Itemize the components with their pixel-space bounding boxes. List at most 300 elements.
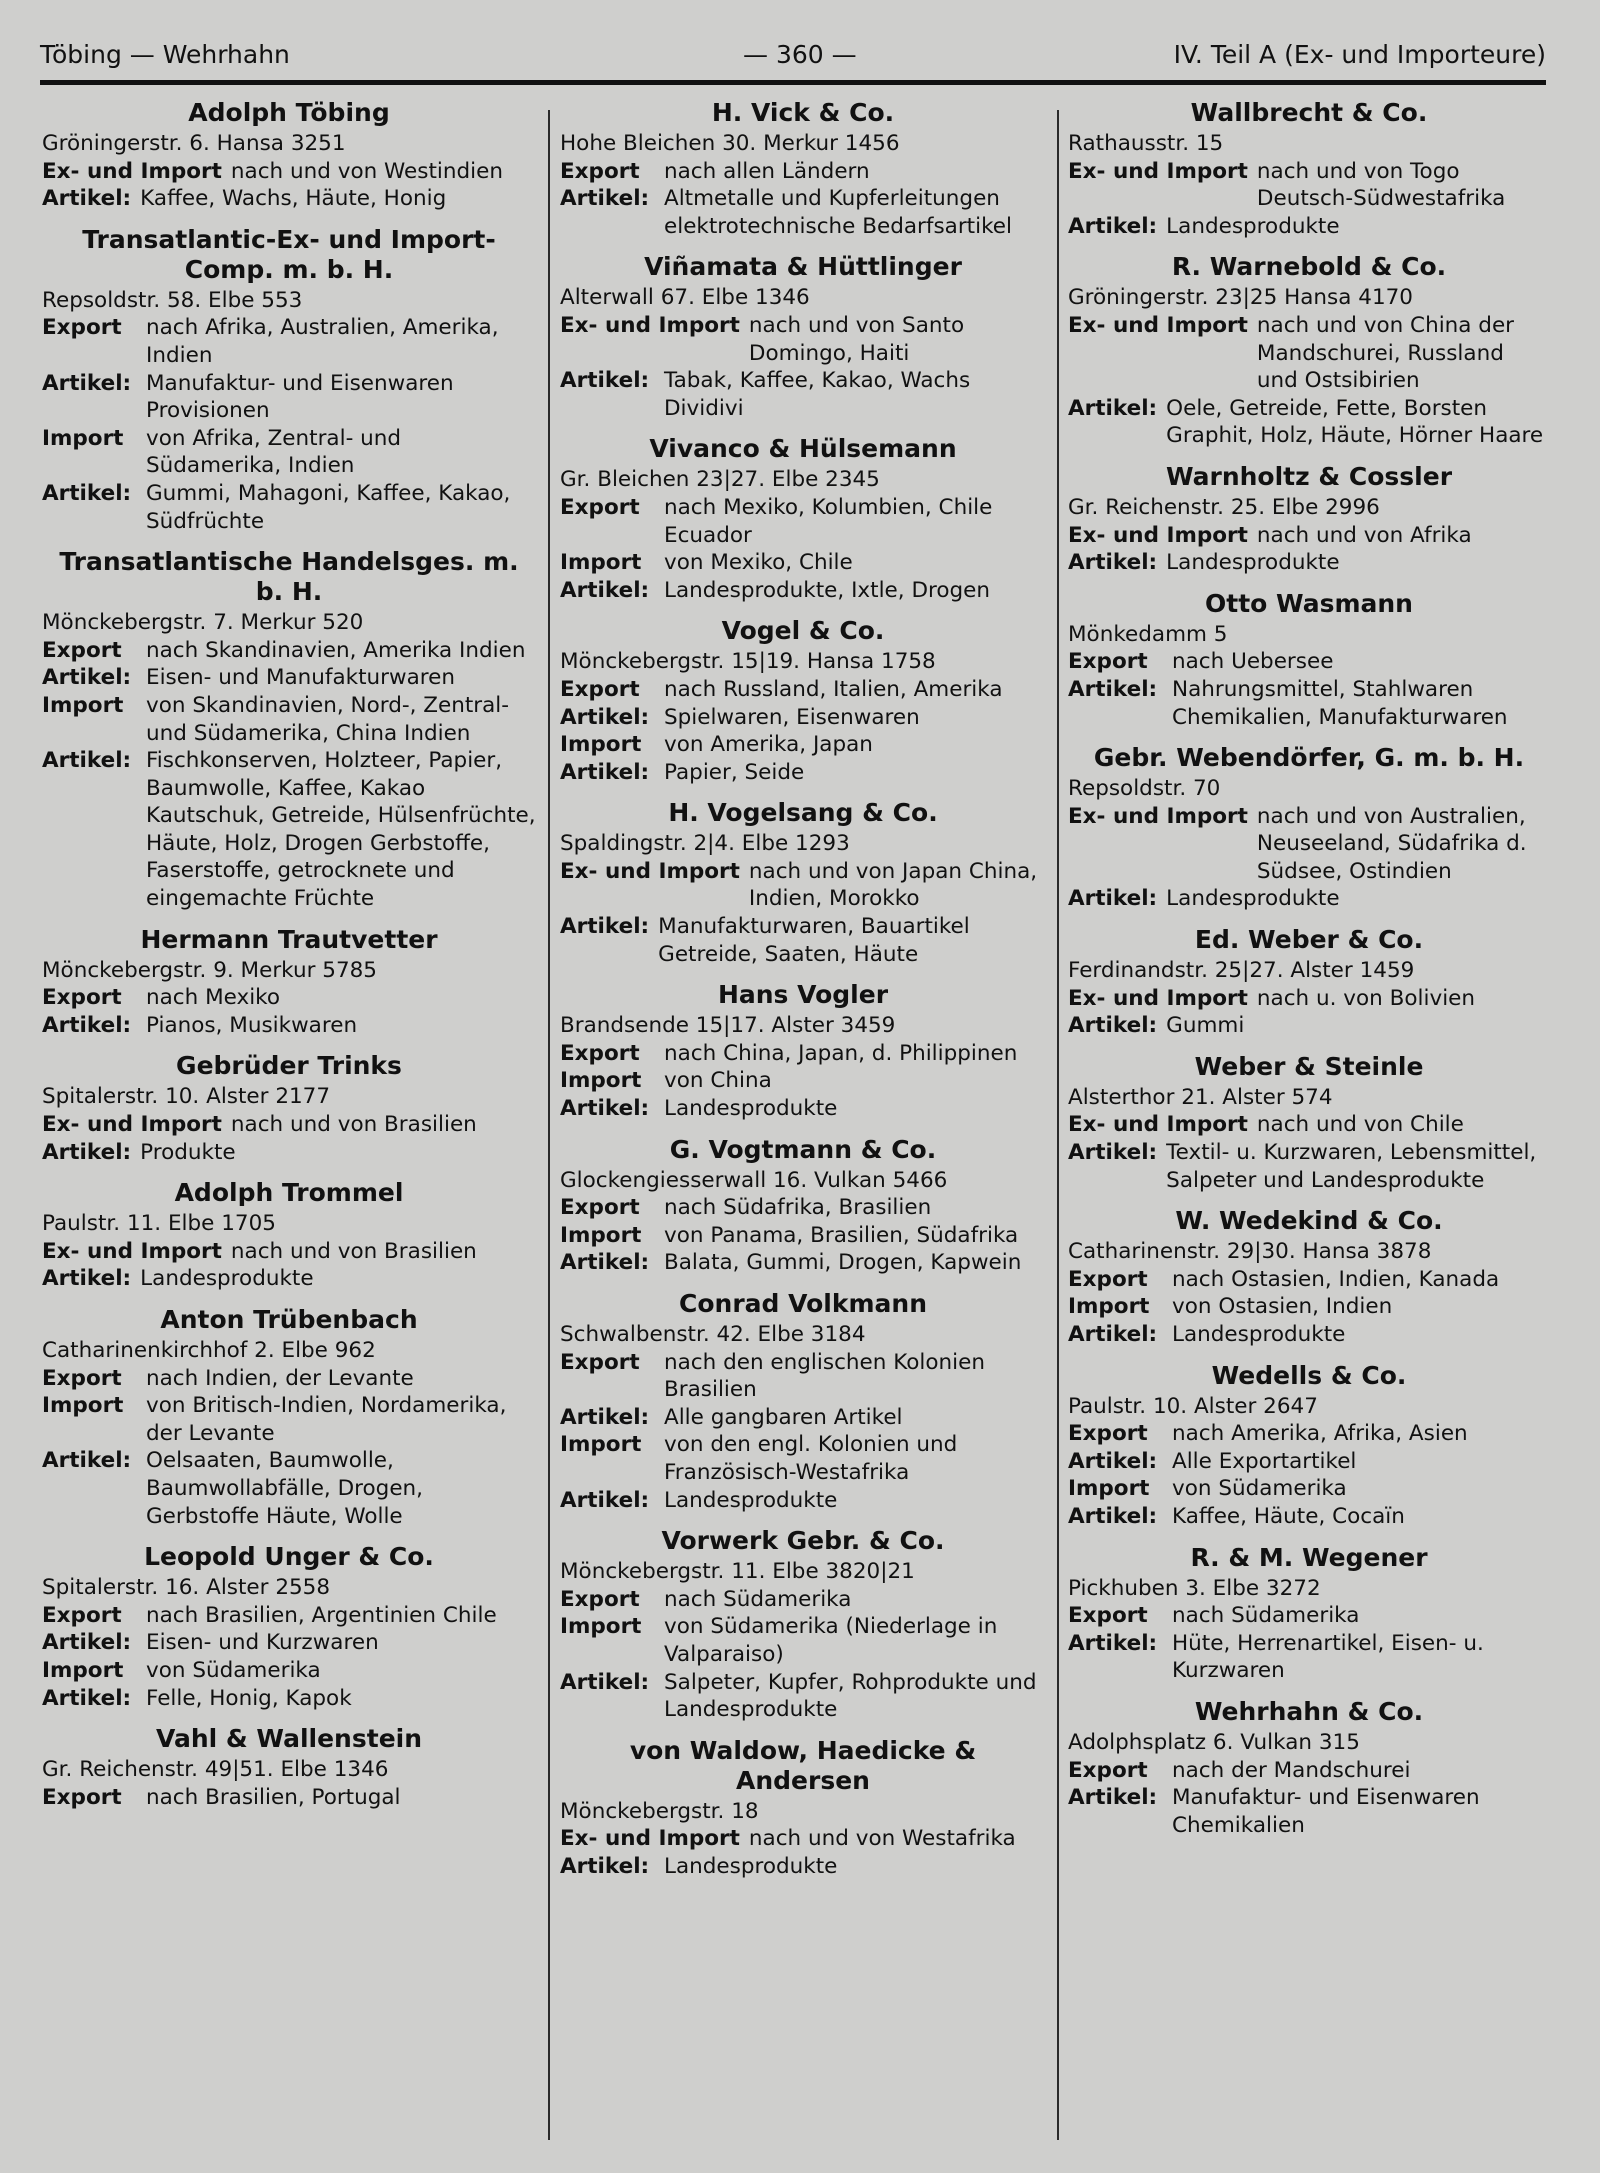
trade-line bbox=[1068, 1420, 1550, 1448]
trade-label: Import bbox=[42, 1657, 124, 1683]
trade-line bbox=[42, 1784, 536, 1812]
trade-line bbox=[1068, 1448, 1550, 1476]
trade-line bbox=[1068, 1266, 1550, 1294]
trade-label: Artikel: bbox=[1068, 213, 1158, 239]
trade-label: Export bbox=[42, 1365, 122, 1391]
trade-line bbox=[560, 185, 1046, 240]
column-divider bbox=[1057, 110, 1059, 2140]
trade-label: Artikel: bbox=[560, 759, 650, 785]
company-name: Conrad Volkmann bbox=[679, 1289, 927, 1318]
trade-label: Artikel: bbox=[1068, 1630, 1158, 1656]
trade-line bbox=[560, 312, 1046, 367]
trade-line bbox=[42, 1392, 536, 1447]
trade-line bbox=[560, 367, 1046, 422]
company-name: Wedells & Co. bbox=[1211, 1360, 1407, 1390]
trade-line bbox=[42, 1012, 536, 1040]
trade-detail: Kaffee, Häute, Cocaïn bbox=[1172, 1503, 1405, 1529]
trade-line bbox=[42, 1238, 536, 1266]
company-address: Catharinenstr. 29|30. Hansa 3878 bbox=[1068, 1239, 1432, 1265]
trade-detail: Altmetalle und Kupferleitungen elektrotechnische Bedarfsartikel bbox=[664, 186, 1012, 239]
company-address: Pickhuben 3. Elbe 3272 bbox=[1068, 1575, 1321, 1601]
trade-line bbox=[560, 1825, 1046, 1853]
company-address: Mönckebergstr. 18 bbox=[560, 1798, 759, 1824]
trade-line bbox=[560, 1249, 1046, 1277]
trade-label: Ex- und Import bbox=[1068, 1112, 1248, 1138]
company-entry bbox=[42, 1305, 536, 1530]
trade-label: Export bbox=[42, 1784, 122, 1810]
trade-line bbox=[1068, 522, 1550, 550]
trade-detail: von den engl. Kolonien und Französisch-Westafrika bbox=[664, 1432, 958, 1485]
trade-detail: nach Südamerika bbox=[1172, 1603, 1360, 1629]
trade-label: Artikel: bbox=[1068, 1448, 1158, 1474]
company-name: H. Vogelsang & Co. bbox=[668, 798, 938, 828]
trade-line bbox=[560, 1349, 1046, 1404]
trade-detail: von Skandinavien, Nord-, Zentral- und Südamerika, China Indien bbox=[146, 692, 510, 746]
company-address: Mönckebergstr. 15|19. Hansa 1758 bbox=[560, 649, 936, 675]
company-name: Vivanco & Hülsemann bbox=[649, 434, 957, 464]
company-address: Brandsende 15|17. Alster 3459 bbox=[560, 1013, 896, 1039]
trade-detail: Spielwaren, Eisenwaren bbox=[664, 704, 920, 730]
column-3 bbox=[1068, 98, 1550, 2138]
company-name: Ed. Weber & Co. bbox=[1194, 925, 1424, 955]
company-entry bbox=[42, 1724, 536, 1811]
trade-line bbox=[42, 1265, 536, 1293]
trade-line bbox=[560, 1067, 1046, 1095]
trade-label: Artikel: bbox=[42, 186, 132, 212]
company-address: Mönckebergstr. 9. Merkur 5785 bbox=[42, 957, 377, 983]
company-entry bbox=[1068, 1697, 1550, 1839]
trade-line bbox=[560, 1613, 1046, 1668]
company-name: R. & M. Wegener bbox=[1190, 1542, 1428, 1572]
company-entry bbox=[42, 1542, 536, 1712]
header-right: IV. Teil A (Ex- und Importeure) bbox=[1173, 40, 1546, 69]
trade-detail: Landesprodukte bbox=[664, 1096, 838, 1122]
trade-detail: Nahrungsmittel, Stahlwaren Chemikalien, Manufakturwaren bbox=[1172, 676, 1508, 730]
company-address: Gr. Bleichen 23|27. Elbe 2345 bbox=[560, 467, 880, 493]
company-address: Ferdinandstr. 25|27. Alster 1459 bbox=[1068, 958, 1415, 984]
trade-detail: nach China, Japan, d. Philippinen bbox=[664, 1040, 1018, 1066]
trade-label: Ex- und Import bbox=[1068, 522, 1248, 548]
company-entry bbox=[1068, 98, 1550, 240]
company-name: Wallbrecht & Co. bbox=[1190, 98, 1428, 127]
trade-detail: Landesprodukte bbox=[1166, 886, 1340, 912]
trade-label: Artikel: bbox=[560, 914, 650, 940]
trade-line bbox=[560, 1095, 1046, 1123]
trade-line bbox=[560, 759, 1046, 787]
company-entry bbox=[560, 98, 1046, 240]
company-name: W. Wedekind & Co. bbox=[1175, 1206, 1443, 1236]
trade-line bbox=[1068, 312, 1550, 395]
trade-label: Ex- und Import bbox=[1068, 158, 1248, 184]
trade-detail: Oelsaaten, Baumwolle, Baumwollabfälle, Drogen, Gerbstoffe Häute, Wolle bbox=[146, 1448, 424, 1529]
company-name: Transatlantic-Ex- und Import-Comp. m. b. H. bbox=[82, 224, 496, 284]
trade-label: Import bbox=[1068, 1294, 1150, 1320]
company-name: Adolph Töbing bbox=[188, 98, 390, 127]
company-entry bbox=[560, 616, 1046, 786]
trade-line bbox=[560, 1586, 1046, 1614]
trade-detail: Manufaktur- und Eisenwaren Provisionen bbox=[146, 370, 454, 424]
trade-line bbox=[1068, 549, 1550, 577]
trade-detail: nach Mexiko, Kolumbien, Chile Ecuador bbox=[664, 494, 993, 548]
trade-label: Ex- und Import bbox=[1068, 985, 1248, 1011]
trade-detail: nach Brasilien, Argentinien Chile bbox=[146, 1602, 497, 1628]
trade-detail: Landesprodukte bbox=[1172, 1322, 1346, 1347]
company-entry bbox=[42, 225, 536, 535]
company-entry bbox=[560, 1526, 1046, 1724]
trade-detail: von Südamerika bbox=[1172, 1476, 1347, 1502]
company-entry bbox=[1068, 1206, 1550, 1348]
trade-line bbox=[560, 1040, 1046, 1068]
trade-label: Export bbox=[560, 1195, 640, 1221]
trade-label: Import bbox=[42, 1393, 124, 1419]
company-name: Leopold Unger & Co. bbox=[144, 1542, 434, 1572]
company-entry bbox=[1068, 1361, 1550, 1531]
trade-line bbox=[1068, 1757, 1550, 1785]
company-name: Vorwerk Gebr. & Co. bbox=[661, 1526, 945, 1556]
trade-line bbox=[1068, 676, 1550, 731]
trade-detail: von Amerika, Japan bbox=[664, 732, 873, 758]
trade-line bbox=[1068, 1602, 1550, 1630]
company-name: Gebrüder Trinks bbox=[176, 1051, 402, 1081]
trade-detail: nach und von Santo Domingo, Haiti bbox=[748, 312, 965, 366]
trade-detail: Fischkonserven, Holzteer, Papier, Baumwolle, Kaffee, Kakao Kautschuk, Getreide, Hülsenfrüchte, Häute, Holz, Drogen Gerbstoffe, Faserstoffe, getrocknete und eingemachte Früchte bbox=[146, 748, 536, 912]
company-entry bbox=[42, 547, 536, 913]
trade-label: Export bbox=[1068, 1603, 1148, 1629]
trade-detail: nach Russland, Italien, Amerika bbox=[664, 676, 1003, 702]
trade-detail: Salpeter, Kupfer, Rohprodukte und Landesprodukte bbox=[664, 1669, 1037, 1723]
trade-label: Import bbox=[1068, 1476, 1150, 1502]
trade-line bbox=[1068, 1503, 1550, 1531]
trade-detail: nach den englischen Kolonien Brasilien bbox=[664, 1349, 985, 1403]
company-name: von Waldow, Haedicke & Andersen bbox=[629, 1735, 977, 1795]
trade-detail: Balata, Gummi, Drogen, Kapwein bbox=[664, 1250, 1022, 1276]
company-name: Transatlantische Handelsges. m. b. H. bbox=[59, 547, 519, 607]
trade-detail: von Britisch-Indien, Nordamerika, der Levante bbox=[146, 1393, 507, 1446]
company-entry bbox=[560, 252, 1046, 422]
trade-label: Artikel: bbox=[42, 748, 132, 774]
trade-detail: Gummi bbox=[1166, 1013, 1245, 1039]
company-name: Gebr. Webendörfer, G. m. b. H. bbox=[1093, 743, 1525, 773]
company-address: Gröningerstr. 6. Hansa 3251 bbox=[42, 131, 346, 156]
company-address: Paulstr. 11. Elbe 1705 bbox=[42, 1211, 276, 1237]
trade-line bbox=[42, 185, 536, 213]
trade-label: Import bbox=[560, 732, 642, 758]
company-entry bbox=[560, 980, 1046, 1122]
trade-detail: nach u. von Bolivien bbox=[1256, 985, 1476, 1011]
trade-detail: nach Südamerika bbox=[664, 1586, 852, 1612]
trade-line bbox=[1068, 1784, 1550, 1839]
trade-label: Export bbox=[1068, 1266, 1148, 1292]
company-entry bbox=[560, 434, 1046, 604]
trade-detail: nach und von Chile bbox=[1256, 1112, 1464, 1138]
company-name: Hermann Trautvetter bbox=[140, 924, 438, 954]
company-address: Adolphsplatz 6. Vulkan 315 bbox=[1068, 1729, 1360, 1755]
trade-detail: Produkte bbox=[140, 1139, 236, 1165]
trade-line bbox=[560, 1404, 1046, 1432]
trade-detail: Landesprodukte bbox=[1166, 550, 1340, 576]
page-number: — 360 — bbox=[743, 40, 857, 69]
trade-label: Artikel: bbox=[1068, 1785, 1158, 1811]
trade-detail: Kaffee, Wachs, Häute, Honig bbox=[140, 186, 447, 212]
trade-line bbox=[42, 1447, 536, 1530]
company-name: R. Warnebold & Co. bbox=[1171, 252, 1447, 282]
trade-label: Export bbox=[1068, 649, 1148, 675]
trade-detail: nach Indien, der Levante bbox=[146, 1365, 414, 1391]
trade-label: Artikel: bbox=[42, 1685, 132, 1711]
trade-detail: nach und von Westindien bbox=[230, 158, 503, 184]
trade-detail: von Panama, Brasilien, Südafrika bbox=[664, 1222, 1019, 1248]
company-name: Anton Trübenbach bbox=[160, 1305, 418, 1334]
header-left: Töbing — Wehrhahn bbox=[40, 40, 290, 69]
company-address: Catharinenkirchhof 2. Elbe 962 bbox=[42, 1338, 376, 1363]
column-2 bbox=[560, 98, 1046, 2138]
company-address: Rathausstr. 15 bbox=[1068, 131, 1224, 156]
trade-label: Import bbox=[560, 1068, 642, 1094]
company-address: Alsterthor 21. Alster 574 bbox=[1068, 1084, 1333, 1110]
trade-label: Artikel: bbox=[560, 368, 650, 394]
company-entry bbox=[560, 798, 1046, 968]
trade-label: Artikel: bbox=[560, 577, 650, 603]
trade-label: Export bbox=[560, 1349, 640, 1375]
company-address: Glockengiesserwall 16. Vulkan 5466 bbox=[560, 1167, 948, 1193]
trade-label: Ex- und Import bbox=[1068, 312, 1248, 338]
trade-detail: Gummi, Mahagoni, Kaffee, Kakao, Südfrüchte bbox=[146, 480, 511, 534]
trade-label: Artikel: bbox=[1068, 1503, 1158, 1529]
company-name: H. Vick & Co. bbox=[711, 98, 895, 127]
trade-label: Export bbox=[42, 985, 122, 1011]
trade-detail: nach Skandinavien, Amerika Indien bbox=[146, 637, 526, 663]
trade-label: Ex- und Import bbox=[560, 1826, 740, 1852]
trade-line bbox=[1068, 395, 1550, 450]
company-entry bbox=[1068, 1543, 1550, 1685]
trade-line bbox=[560, 731, 1046, 759]
company-entry bbox=[1068, 462, 1550, 577]
trade-detail: Manufakturwaren, Bauartikel Getreide, Saaten, Häute bbox=[658, 914, 970, 967]
trade-label: Artikel: bbox=[42, 1448, 132, 1474]
trade-detail: von Südamerika bbox=[146, 1657, 321, 1683]
company-entry bbox=[42, 925, 536, 1040]
company-entry bbox=[42, 1178, 536, 1293]
page-header bbox=[40, 40, 1546, 80]
trade-label: Import bbox=[560, 1222, 642, 1248]
trade-detail: nach Amerika, Afrika, Asien bbox=[1172, 1421, 1468, 1447]
trade-line bbox=[42, 1657, 536, 1685]
trade-line bbox=[1068, 1321, 1550, 1349]
trade-line bbox=[1068, 1139, 1550, 1194]
trade-line bbox=[42, 1629, 536, 1657]
trade-line bbox=[560, 158, 1046, 186]
trade-line bbox=[42, 984, 536, 1012]
trade-detail: nach und von Brasilien bbox=[230, 1112, 477, 1138]
company-name: Vahl & Wallenstein bbox=[155, 1724, 423, 1754]
trade-line bbox=[1068, 1293, 1550, 1321]
trade-detail: nach und von Japan China, Indien, Morokko bbox=[748, 858, 1038, 912]
company-name: Otto Wasmann bbox=[1205, 588, 1413, 618]
trade-detail: Landesprodukte, Ixtle, Drogen bbox=[664, 577, 991, 603]
trade-label: Export bbox=[42, 315, 122, 341]
trade-line bbox=[1068, 985, 1550, 1013]
trade-detail: von Südamerika (Niederlage in Valparaiso) bbox=[664, 1614, 998, 1667]
company-address: Hohe Bleichen 30. Merkur 1456 bbox=[560, 131, 900, 156]
trade-label: Artikel: bbox=[560, 1669, 650, 1695]
company-entry bbox=[42, 98, 536, 213]
trade-line bbox=[1068, 158, 1550, 213]
trade-line bbox=[560, 1222, 1046, 1250]
trade-label: Artikel: bbox=[42, 480, 132, 506]
trade-detail: nach und von Afrika bbox=[1256, 522, 1472, 548]
company-name: Weber & Steinle bbox=[1194, 1051, 1424, 1081]
trade-label: Artikel: bbox=[42, 1630, 132, 1656]
company-address: Mönckebergstr. 7. Merkur 520 bbox=[42, 610, 364, 636]
trade-detail: nach Uebersee bbox=[1172, 649, 1334, 675]
trade-label: Artikel: bbox=[42, 370, 132, 396]
trade-label: Export bbox=[560, 1586, 640, 1612]
trade-label: Import bbox=[42, 425, 124, 451]
trade-detail: Landesprodukte bbox=[140, 1266, 314, 1292]
trade-label: Artikel: bbox=[1068, 1013, 1158, 1039]
company-name: Viñamata & Hüttlinger bbox=[644, 252, 962, 282]
trade-line bbox=[560, 1194, 1046, 1222]
trade-line bbox=[560, 549, 1046, 577]
trade-detail: nach und von Westafrika bbox=[748, 1826, 1016, 1852]
trade-line bbox=[1068, 648, 1550, 676]
trade-label: Artikel: bbox=[1068, 550, 1158, 576]
company-address: Spitalerstr. 16. Alster 2558 bbox=[42, 1575, 331, 1601]
trade-line bbox=[560, 676, 1046, 704]
column-1 bbox=[42, 98, 536, 2138]
trade-label: Ex- und Import bbox=[1068, 803, 1248, 829]
trade-line bbox=[42, 637, 536, 665]
company-address: Mönckebergstr. 11. Elbe 3820|21 bbox=[560, 1559, 915, 1585]
trade-line bbox=[42, 692, 536, 747]
trade-label: Artikel: bbox=[560, 186, 650, 212]
trade-detail: nach und von Australien, Neuseeland, Südafrika d. Südsee, Ostindien bbox=[1256, 803, 1527, 884]
trade-line bbox=[42, 1365, 536, 1393]
company-entry bbox=[1068, 743, 1550, 913]
trade-line bbox=[1068, 885, 1550, 913]
trade-detail: Oele, Getreide, Fette, Borsten Graphit, Holz, Häute, Hörner Haare bbox=[1166, 395, 1544, 449]
trade-detail: Landesprodukte bbox=[1166, 213, 1340, 239]
trade-label: Ex- und Import bbox=[42, 1112, 222, 1138]
company-name: Wehrhahn & Co. bbox=[1194, 1696, 1424, 1726]
trade-line bbox=[42, 480, 536, 535]
trade-label: Artikel: bbox=[560, 1487, 650, 1513]
trade-detail: nach und von Togo Deutsch-Südwestafrika bbox=[1256, 158, 1506, 212]
trade-label: Export bbox=[560, 158, 640, 184]
trade-detail: nach Afrika, Australien, Amerika, Indien bbox=[146, 315, 499, 368]
trade-line bbox=[42, 1139, 536, 1167]
trade-detail: Felle, Honig, Kapok bbox=[146, 1685, 352, 1711]
trade-line bbox=[1068, 1012, 1550, 1040]
trade-detail: Manufaktur- und Eisenwaren Chemikalien bbox=[1172, 1785, 1480, 1838]
trade-line bbox=[560, 913, 1046, 968]
company-address: Alterwall 67. Elbe 1346 bbox=[560, 285, 810, 311]
trade-label: Export bbox=[560, 676, 640, 702]
header-rule bbox=[40, 80, 1546, 85]
trade-line bbox=[1068, 1111, 1550, 1139]
trade-label: Export bbox=[560, 494, 640, 520]
trade-label: Artikel: bbox=[1068, 1322, 1158, 1347]
company-address: Spitalerstr. 10. Alster 2177 bbox=[42, 1084, 331, 1110]
trade-label: Artikel: bbox=[42, 665, 132, 691]
trade-detail: Alle gangbaren Artikel bbox=[664, 1404, 903, 1430]
company-address: Repsoldstr. 70 bbox=[1068, 776, 1221, 802]
trade-line bbox=[42, 1602, 536, 1630]
trade-label: Artikel: bbox=[42, 1139, 132, 1165]
trade-detail: Textil- u. Kurzwaren, Lebensmittel, Salpeter und Landesprodukte bbox=[1166, 1140, 1537, 1193]
company-entry bbox=[1068, 925, 1550, 1040]
trade-detail: Alle Exportartikel bbox=[1172, 1448, 1357, 1474]
company-entry bbox=[560, 1736, 1046, 1881]
trade-detail: Tabak, Kaffee, Kakao, Wachs Dividivi bbox=[664, 368, 971, 421]
trade-line bbox=[560, 704, 1046, 732]
company-entry bbox=[1068, 1052, 1550, 1194]
trade-label: Artikel: bbox=[560, 1853, 650, 1879]
trade-line bbox=[1068, 1630, 1550, 1685]
company-entry bbox=[1068, 589, 1550, 731]
trade-detail: Landesprodukte bbox=[664, 1853, 838, 1879]
trade-detail: nach und von Brasilien bbox=[230, 1238, 477, 1264]
trade-line bbox=[42, 370, 536, 425]
trade-label: Export bbox=[560, 1040, 640, 1066]
trade-detail: von Afrika, Zentral- und Südamerika, Indien bbox=[146, 425, 402, 479]
trade-detail: nach Mexiko bbox=[146, 985, 281, 1011]
trade-label: Artikel: bbox=[560, 1096, 650, 1122]
trade-label: Import bbox=[560, 1432, 642, 1458]
trade-line bbox=[560, 1487, 1046, 1515]
trade-detail: Hüte, Herrenartikel, Eisen- u. Kurzwaren bbox=[1172, 1630, 1484, 1684]
trade-label: Artikel: bbox=[42, 1012, 132, 1038]
company-entry bbox=[560, 1289, 1046, 1514]
trade-label: Ex- und Import bbox=[560, 312, 740, 338]
trade-line bbox=[42, 158, 536, 186]
trade-line bbox=[560, 1431, 1046, 1486]
trade-label: Import bbox=[560, 550, 642, 576]
company-name: Adolph Trommel bbox=[174, 1178, 404, 1208]
trade-label: Export bbox=[42, 637, 122, 663]
trade-detail: nach Südafrika, Brasilien bbox=[664, 1195, 932, 1221]
trade-label: Ex- und Import bbox=[560, 858, 740, 884]
trade-detail: nach Brasilien, Portugal bbox=[146, 1784, 401, 1810]
trade-line bbox=[42, 1111, 536, 1139]
trade-line bbox=[1068, 1475, 1550, 1503]
trade-label: Artikel: bbox=[1068, 1140, 1158, 1166]
trade-label: Import bbox=[42, 692, 124, 718]
trade-label: Artikel: bbox=[1068, 676, 1158, 702]
company-address: Gr. Reichenstr. 25. Elbe 2996 bbox=[1068, 494, 1380, 520]
trade-detail: nach der Mandschurei bbox=[1172, 1757, 1411, 1783]
company-address: Repsoldstr. 58. Elbe 553 bbox=[42, 287, 303, 313]
company-name: Warnholtz & Cossler bbox=[1165, 461, 1453, 491]
trade-line bbox=[560, 577, 1046, 605]
trade-label: Artikel: bbox=[560, 1404, 650, 1430]
trade-detail: nach und von China der Mandschurei, Russland und Ostsibirien bbox=[1256, 312, 1515, 394]
trade-line bbox=[1068, 803, 1550, 886]
trade-line bbox=[560, 494, 1046, 549]
trade-label: Artikel: bbox=[560, 1250, 650, 1276]
company-name: Hans Vogler bbox=[717, 980, 889, 1010]
trade-line bbox=[560, 1853, 1046, 1881]
trade-detail: Eisen- und Kurzwaren bbox=[146, 1630, 379, 1656]
trade-label: Artikel: bbox=[1068, 886, 1158, 912]
company-name: Vogel & Co. bbox=[721, 616, 885, 646]
trade-line bbox=[42, 1685, 536, 1713]
trade-line bbox=[42, 314, 536, 369]
column-divider bbox=[548, 110, 550, 2140]
trade-detail: von Mexiko, Chile bbox=[664, 550, 853, 576]
trade-detail: nach Ostasien, Indien, Kanada bbox=[1172, 1266, 1500, 1292]
company-entry bbox=[1068, 252, 1550, 450]
